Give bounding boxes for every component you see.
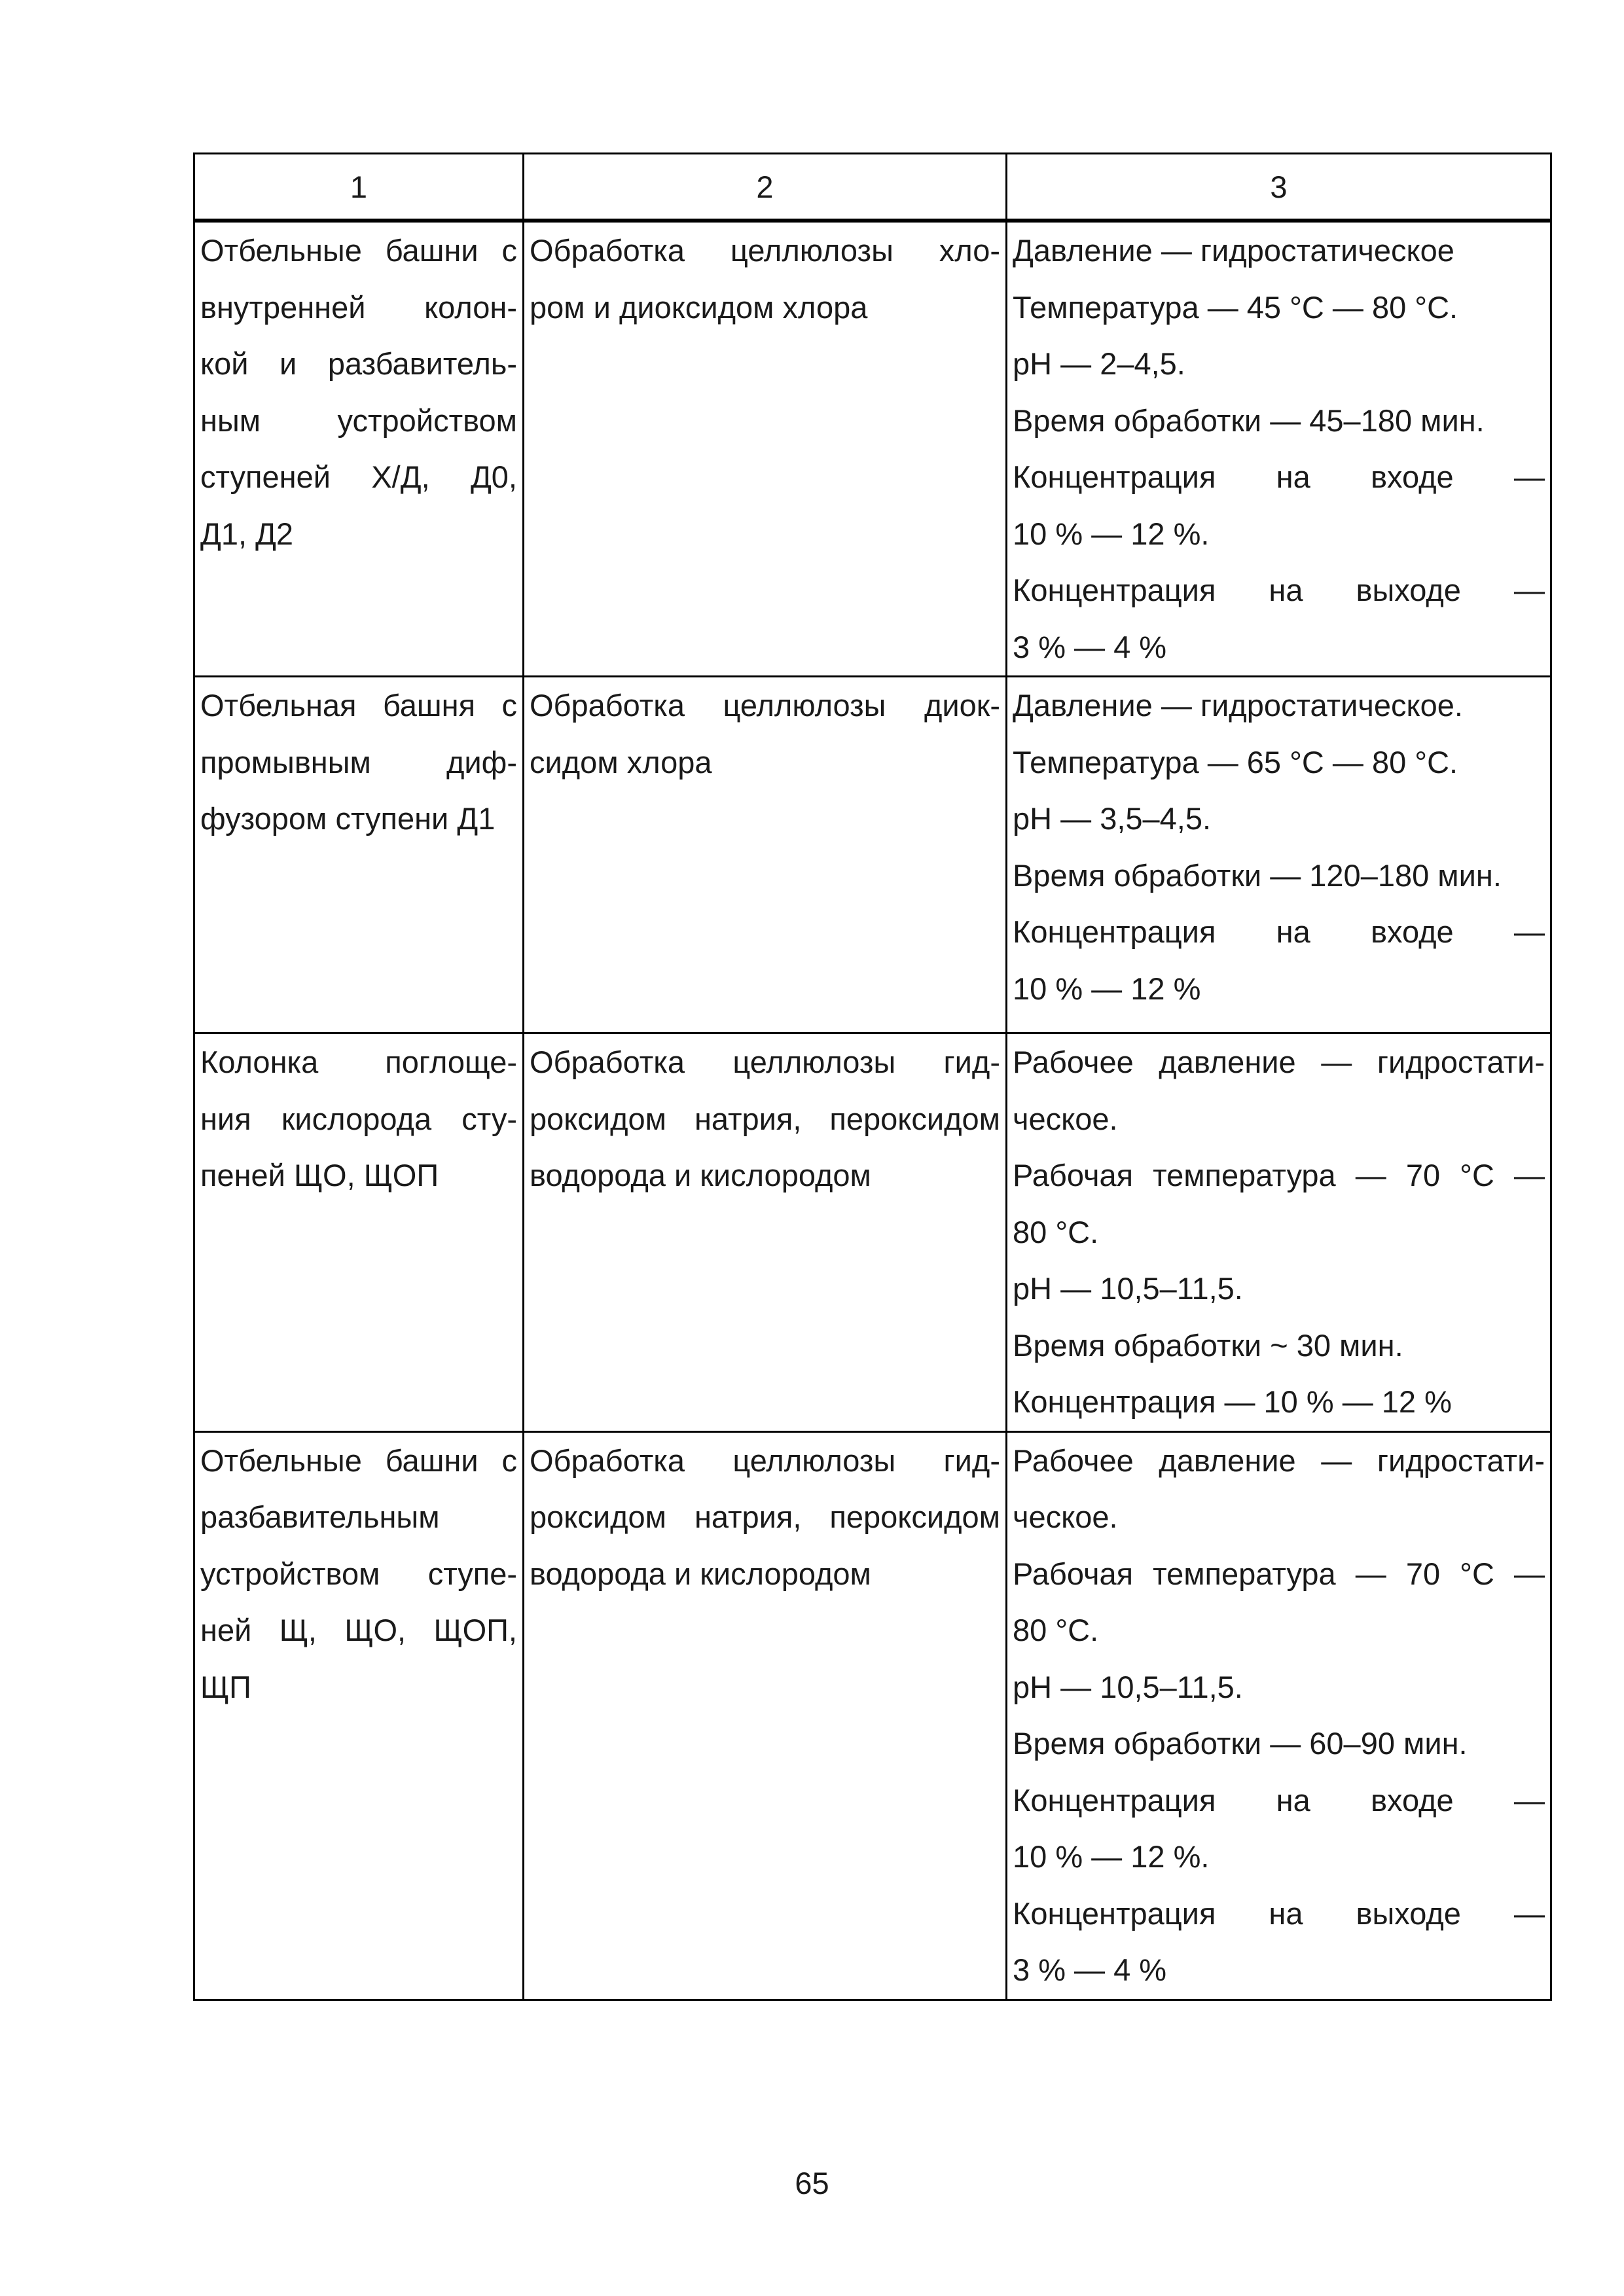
parameter-line: ческое. [1013, 1499, 1118, 1534]
parameter-line: 3 % — 4 % [1013, 629, 1167, 664]
parameter-line: рН — 10,5–11,5. [1013, 1669, 1243, 1704]
parameters-cell [1007, 677, 1551, 1033]
parameter-line: 10 % — 12 %. [1013, 1839, 1210, 1874]
page-number: 65 [795, 2166, 829, 2200]
equipment-line: разбавительным [200, 1499, 440, 1534]
parameter-line: Рабочее давление — гидростати- [1013, 1443, 1545, 1478]
parameter-line: ческое. [1013, 1101, 1118, 1136]
parameter-line: Температура — 65 °С — 80 °С. [1013, 744, 1458, 780]
equipment-line: фузором ступени Д1 [200, 801, 496, 836]
parameter-line: Время обработки — 45–180 мин. [1013, 403, 1485, 438]
parameter-line: Рабочая температура — 70 °С — [1013, 1556, 1545, 1591]
parameter-line: Концентрация на выходе — [1013, 573, 1545, 607]
parameters-cell [1007, 1033, 1551, 1432]
equipment-cell [194, 1033, 524, 1432]
process-line: роксидом натрия, пероксидом [530, 1101, 1000, 1136]
parameter-line: 3 % — 4 % [1013, 1952, 1167, 1987]
equipment-line: устройством ступе- [200, 1556, 517, 1591]
parameter-line: Температура — 45 °С — 80 °С. [1013, 289, 1458, 325]
equipment-line: ЩП [200, 1669, 251, 1704]
equipment-cell [194, 677, 524, 1033]
process-cell [524, 1033, 1007, 1432]
table-header-row [194, 154, 1551, 221]
parameter-line: Концентрация на входе — [1013, 1782, 1545, 1818]
column-header-1: 1 [194, 154, 524, 221]
parameter-line: рН — 3,5–4,5. [1013, 801, 1212, 836]
parameter-line: 80 °С. [1013, 1613, 1099, 1647]
parameter-line: Давление — гидростатическое [1013, 233, 1454, 268]
table-row [194, 221, 1551, 677]
process-line: Обработка целлюлозы диок- [530, 688, 1000, 723]
equipment-line: Отбельные башни с [200, 233, 517, 268]
process-line: Обработка целлюлозы гид- [530, 1045, 1000, 1079]
equipment-cell [194, 1431, 524, 2000]
parameter-line: Давление — гидростатическое. [1013, 688, 1463, 723]
process-line: сидом хлора [530, 744, 712, 780]
process-cell [524, 677, 1007, 1033]
process-line: ром и диоксидом хлора [530, 289, 868, 325]
table-row [194, 677, 1551, 1033]
equipment-line: промывным диф- [200, 744, 517, 780]
column-header-2: 2 [524, 154, 1007, 221]
process-parameters-table [193, 152, 1552, 2001]
equipment-line: Отбельные башни с [200, 1443, 517, 1478]
equipment-line: ния кислорода сту- [200, 1101, 517, 1136]
equipment-line: ней Щ, ЩО, ЩОП, [200, 1613, 517, 1647]
equipment-line: Отбельная башня с [200, 688, 517, 723]
parameter-line: Рабочая температура — 70 °С — [1013, 1158, 1545, 1193]
equipment-line: Д1, Д2 [200, 516, 294, 551]
parameter-line: 10 % — 12 %. [1013, 516, 1210, 551]
table-row [194, 1431, 1551, 2000]
parameter-line: 10 % — 12 % [1013, 971, 1201, 1006]
equipment-line: пеней ЩО, ЩОП [200, 1158, 439, 1193]
parameter-line: Концентрация на входе — [1013, 914, 1545, 949]
parameter-line: Время обработки — 60–90 мин. [1013, 1726, 1468, 1761]
equipment-cell [194, 221, 524, 677]
parameter-line: Время обработки — 120–180 мин. [1013, 857, 1502, 893]
parameters-cell [1007, 221, 1551, 677]
parameter-line: рН — 10,5–11,5. [1013, 1271, 1243, 1306]
process-line: Обработка целлюлозы гид- [530, 1443, 1000, 1478]
parameter-line: Концентрация — 10 % — 12 % [1013, 1384, 1452, 1419]
parameter-line: 80 °С. [1013, 1214, 1099, 1249]
parameter-line: Время обработки ~ 30 мин. [1013, 1327, 1403, 1363]
process-line: роксидом натрия, пероксидом [530, 1499, 1000, 1534]
process-line: водорода и кислородом [530, 1556, 871, 1591]
equipment-line: ступеней Х/Д, Д0, [200, 459, 517, 494]
parameter-line: Концентрация на выходе — [1013, 1895, 1545, 1931]
process-cell [524, 221, 1007, 677]
process-line: Обработка целлюлозы хло- [530, 233, 1000, 268]
table-row [194, 1033, 1551, 1432]
equipment-line: ным устройством [200, 403, 517, 438]
equipment-line: внутренней колон- [200, 289, 517, 325]
parameter-line: Концентрация на входе — [1013, 459, 1545, 494]
process-cell [524, 1431, 1007, 2000]
parameter-line: рН — 2–4,5. [1013, 346, 1185, 381]
process-line: водорода и кислородом [530, 1158, 871, 1193]
equipment-line: Колонка поглоще- [200, 1045, 517, 1079]
equipment-line: кой и разбавитель- [200, 346, 517, 381]
parameter-line: Рабочее давление — гидростати- [1013, 1045, 1545, 1079]
column-header-3: 3 [1007, 154, 1551, 221]
parameters-cell [1007, 1431, 1551, 2000]
